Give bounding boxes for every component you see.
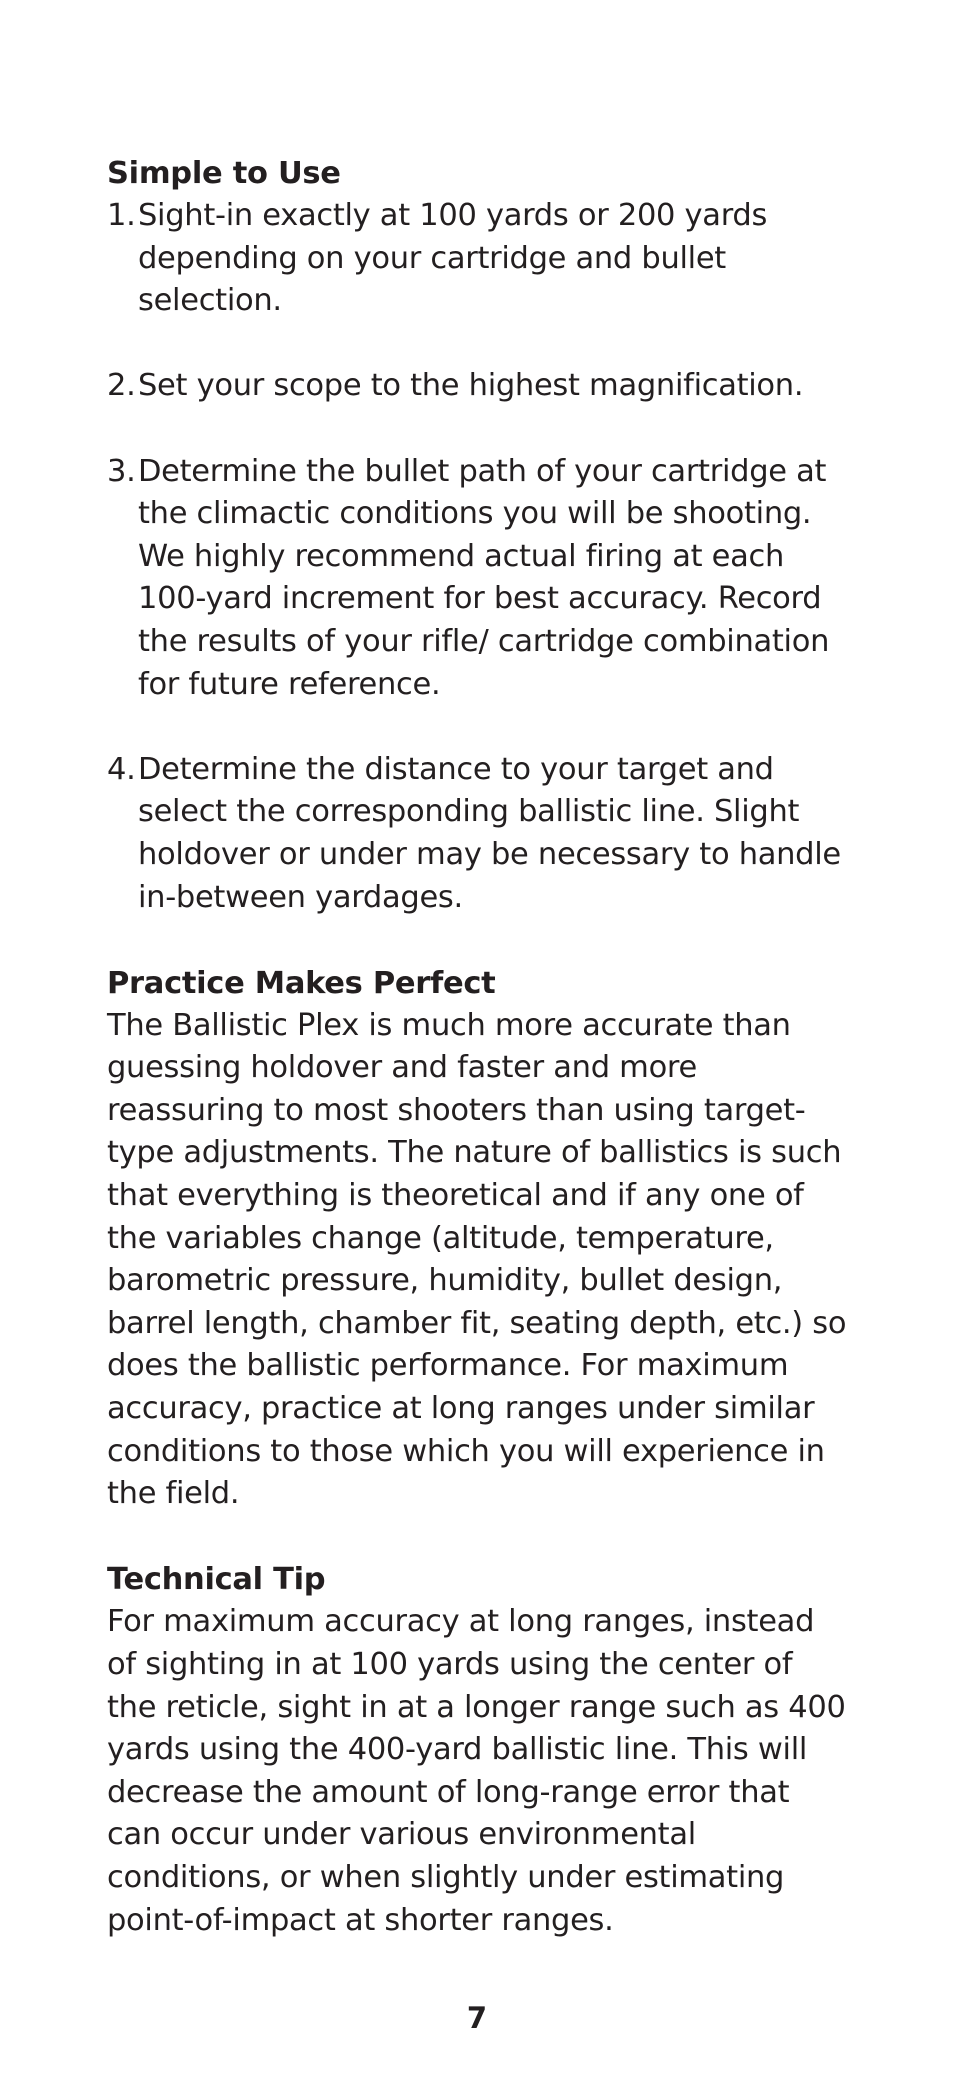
list-number: 3. [107,453,136,489]
list-text: Determine the distance to your target and select the corresponding ballistic line. Slight holdover or under may be necessary to handle in-between yardages. [138,751,841,915]
list-number: 1. [107,198,136,233]
section-spacer [107,1516,847,1559]
list-text: Sight-in exactly at 100 yards or 200 yards depending on your cartridge and bullet selection. [138,198,768,319]
list-number: 4. [107,751,136,787]
list-number: 2. [107,368,136,404]
instruction-list [107,195,847,919]
page-content [107,152,847,1942]
list-text: Determine the bullet path of your cartridge at the climactic conditions you will be shooting. We highly recommend actual firing at each 100-yard increment for best accuracy. Record the results of your rifle/ cartridge combination for future reference. [138,453,830,702]
section-body-practice-makes-perfect: The Ballistic Plex is much more accurate than guessing holdover and faster and more reassuring to most shooters than using target-type adjustments. The nature of ballistics is such that everything is theoretical and if any one of the variables change (altitude, temperature, barometric pressure, humidity, bullet design, barrel length, chamber fit, seating depth, etc.) so does the ballistic performance. For maximum accuracy, practice at long ranges under similar conditions to those which you will experience in the field. [107,1007,847,1512]
list-item [107,195,847,323]
list-text: Set your scope to the highest magnification. [138,368,804,404]
list-item [107,749,847,919]
section-heading-simple-to-use: Simple to Use [107,156,341,191]
page-number: 7 [466,2001,488,2035]
section-body-technical-tip: For maximum accuracy at long ranges, instead of sighting in at 100 yards using the center of the reticle, sight in at a longer range such as 400 yards using the 400-yard ballistic line. This will decrease the amount of long-range error that can occur under various environmental conditions, or when slightly under estimating point-of-impact at shorter ranges. [107,1604,846,1938]
list-item [107,365,847,408]
section-heading-technical-tip: Technical Tip [107,1562,326,1598]
section-heading-practice-makes-perfect: Practice Makes Perfect [107,965,496,1001]
list-item [107,451,847,707]
